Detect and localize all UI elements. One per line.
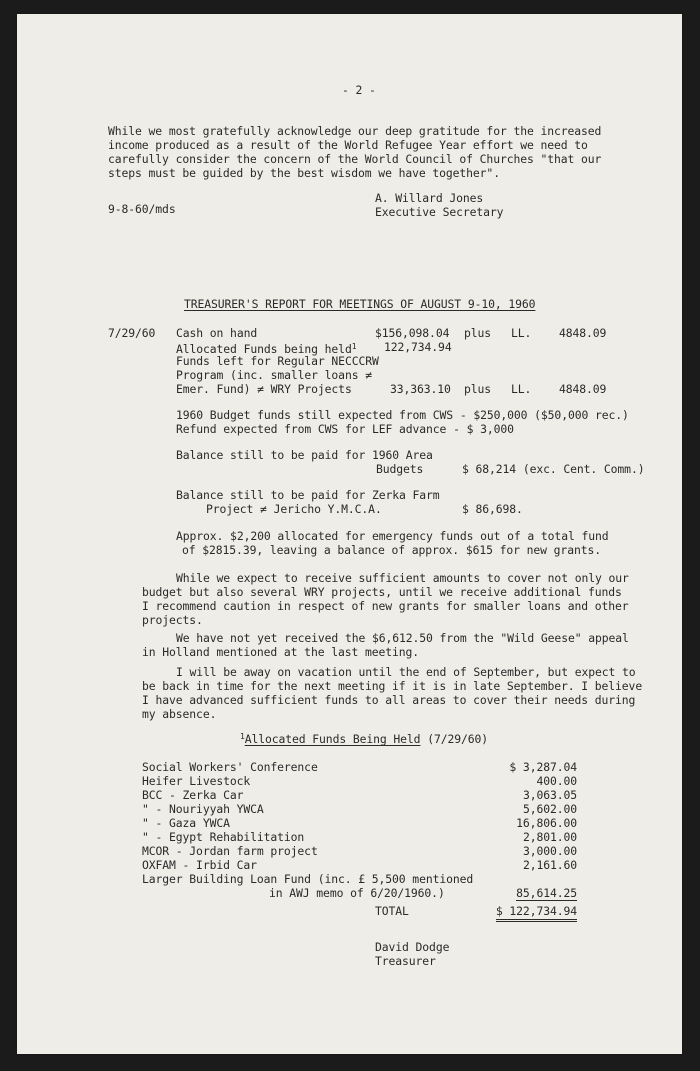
allocated-item-amount: 400.00 (536, 774, 577, 788)
cash-on-hand-ll: LL. (511, 326, 532, 340)
area-line-2: Budgets (376, 462, 424, 476)
allocated-item-continuation-amount: 85,614.25 (516, 886, 577, 900)
cash-on-hand-plus: plus (464, 326, 492, 340)
allocated-held-value: 122,734.94 (384, 340, 452, 354)
intro-line-4: steps must be guided by the best wisdom we have together". (108, 166, 500, 180)
emergency-line-1: Approx. $2,200 allocated for emergency funds out of a total fund (176, 529, 609, 543)
cash-on-hand-ll-value: 4848.09 (559, 326, 607, 340)
intro-line-1: While we most gratefully acknowledge our deep gratitude for the increased (108, 124, 602, 138)
expect-line-1: While we expect to receive sufficient amounts to cover not only our (176, 571, 629, 585)
allocated-item-label: " - Nouriyyah YWCA (142, 802, 264, 816)
allocated-item-amount: $ 3,287.04 (509, 760, 577, 774)
page-number: - 2 - (342, 83, 376, 97)
allocated-held-label: Allocated Funds being held$^1$ (176, 342, 357, 356)
report-title: TREASURER'S REPORT FOR MEETINGS OF AUGUST 9-10, 1960 (184, 297, 536, 311)
zerka-value: $ 86,698. (462, 502, 523, 516)
funds-left-plus: plus (464, 382, 492, 396)
funds-left-line-3: Emer. Fund) ≠ WRY Projects (176, 382, 352, 396)
total-label: TOTAL (375, 904, 409, 918)
expect-line-2: budget but also several WRY projects, until we receive additional funds (142, 585, 622, 599)
budget-line-2: Refund expected from CWS for LEF advance - $ 3,000 (176, 422, 514, 436)
vacation-line-3: I have advanced sufficient funds to all areas to cover their needs during (142, 693, 636, 707)
funds-left-ll: LL. (511, 382, 532, 396)
allocated-item-label: BCC - Zerka Car (142, 788, 244, 802)
area-line-1: Balance still to be paid for 1960 Area (176, 448, 433, 462)
funds-left-line-2: Program (inc. smaller loans ≠ (176, 368, 372, 382)
allocated-item-label: OXFAM - Irbid Car (142, 858, 257, 872)
funds-left-value: 33,363.10 (390, 382, 451, 396)
allocated-item-label: Social Workers' Conference (142, 760, 318, 774)
funds-left-ll-value: 4848.09 (559, 382, 607, 396)
cash-on-hand-value: $156,098.04 (375, 326, 450, 340)
total-amount: $ 122,734.94 (496, 904, 577, 922)
document-page (17, 14, 682, 1054)
vacation-line-1: I will be away on vacation until the end of September, but expect to (176, 665, 636, 679)
intro-line-2: income produced as a result of the World Refugee Year effort we need to (108, 138, 588, 152)
allocated-item-amount: 16,806.00 (516, 816, 577, 830)
zerka-line-1: Balance still to be paid for Zerka Farm (176, 488, 440, 502)
vacation-line-4: my absence. (142, 707, 217, 721)
allocated-item-amount: 3,000.00 (522, 844, 577, 858)
expect-line-4: projects. (142, 613, 203, 627)
allocated-item-amount: 3,063.05 (522, 788, 577, 802)
allocated-item-amount: 2,161.60 (522, 858, 577, 872)
geese-line-2: in Holland mentioned at the last meeting. (142, 645, 420, 659)
signature-name: A. Willard Jones (375, 191, 484, 205)
zerka-line-2: Project ≠ Jericho Y.M.C.A. (206, 502, 382, 516)
allocated-item-label: " - Egypt Rehabilitation (142, 830, 305, 844)
treasurer-name: David Dodge (375, 940, 450, 954)
allocated-title: $^1$Allocated Funds Being Held (7/29/60) (240, 732, 489, 746)
signature-ref: 9-8-60/mds (108, 202, 176, 216)
allocated-item-amount: 5,602.00 (522, 802, 577, 816)
funds-left-line-1: Funds left for Regular NECCCRW (176, 354, 379, 368)
expect-line-3: I recommend caution in respect of new grants for smaller loans and other (142, 599, 629, 613)
vacation-line-2: be back in time for the next meeting if it is in late September. I believe (142, 679, 643, 693)
allocated-item-continuation: in AWJ memo of 6/20/1960.) (269, 886, 445, 900)
area-value: $ 68,214 (exc. Cent. Comm.) (462, 462, 645, 476)
signature-title: Executive Secretary (375, 205, 504, 219)
allocated-item-label: " - Gaza YWCA (142, 816, 230, 830)
intro-line-3: carefully consider the concern of the World Council of Churches "that our (108, 152, 602, 166)
report-date: 7/29/60 (108, 326, 156, 340)
budget-line-1: 1960 Budget funds still expected from CWS - $250,000 ($50,000 rec.) (176, 408, 629, 422)
allocated-item-label: Larger Building Loan Fund (inc. £ 5,500 mentioned (142, 872, 474, 886)
treasurer-title: Treasurer (375, 954, 436, 968)
emergency-line-2: of $2815.39, leaving a balance of approx. $615 for new grants. (182, 543, 601, 557)
geese-line-1: We have not yet received the $6,612.50 from the "Wild Geese" appeal (176, 631, 629, 645)
cash-on-hand-label: Cash on hand (176, 326, 258, 340)
allocated-item-amount: 2,801.00 (522, 830, 577, 844)
allocated-item-label: Heifer Livestock (142, 774, 251, 788)
allocated-item-label: MCOR - Jordan farm project (142, 844, 318, 858)
